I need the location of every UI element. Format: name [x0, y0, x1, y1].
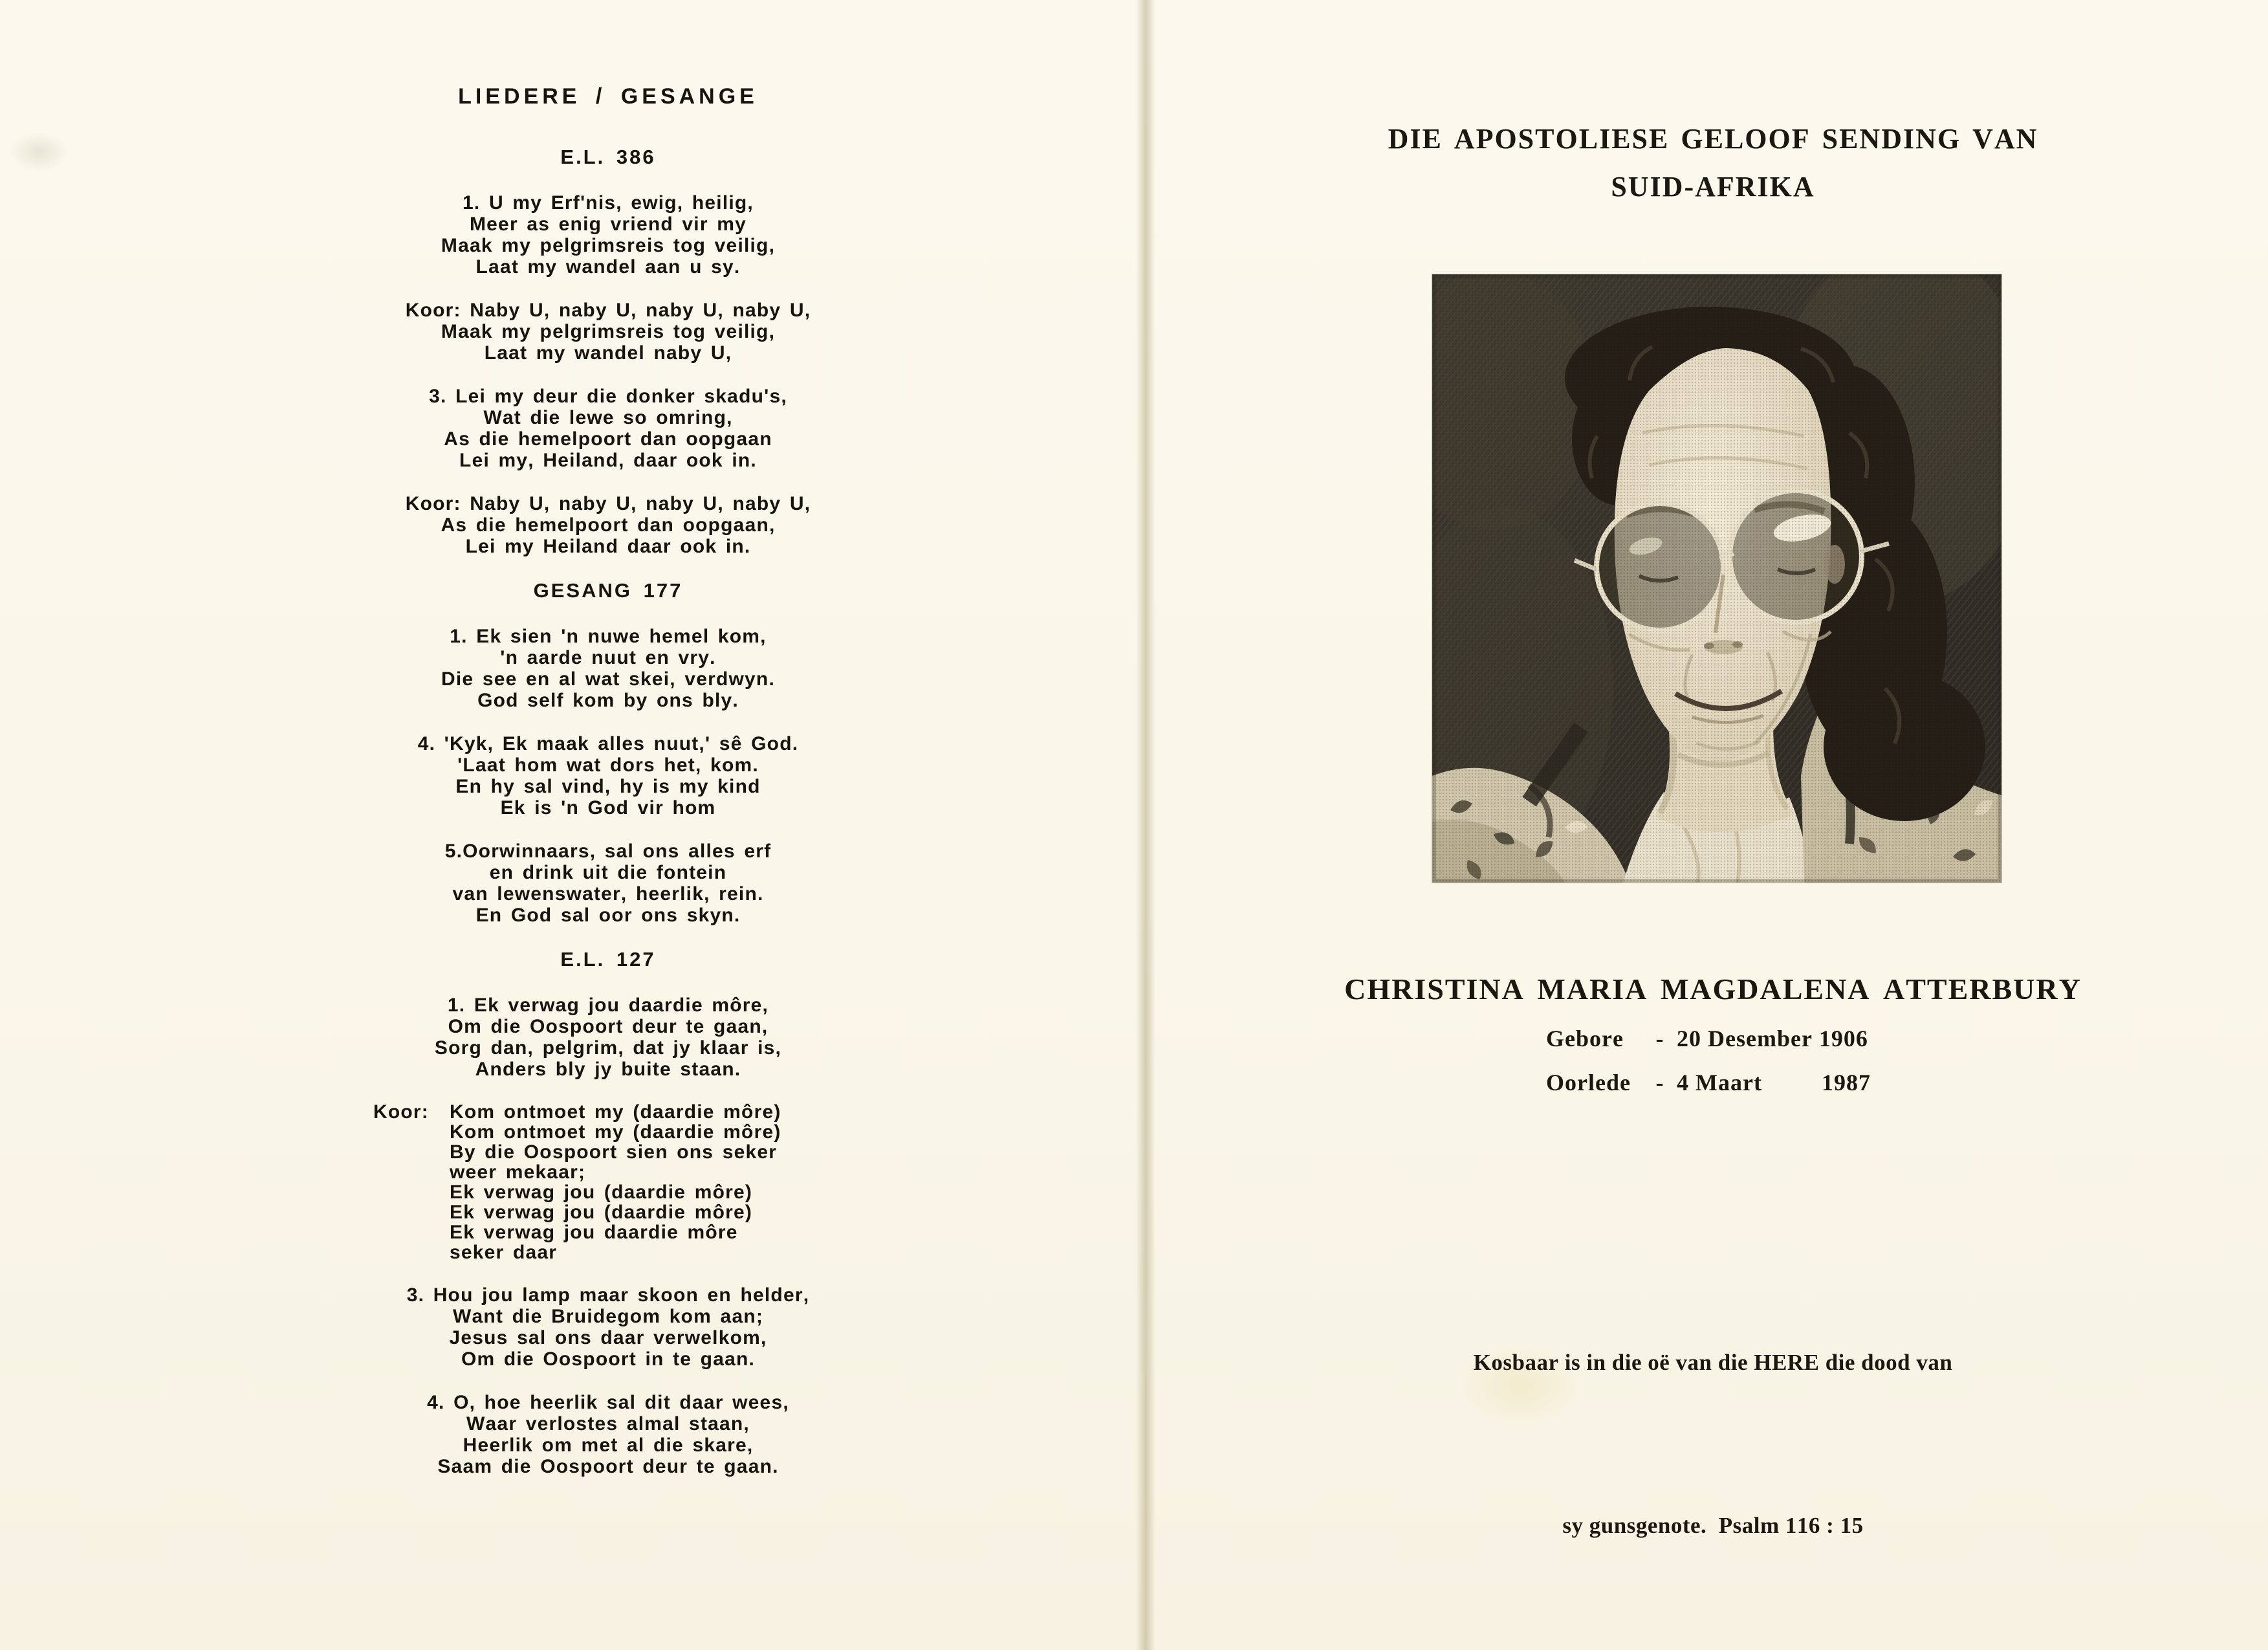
death-dash: - [1655, 1070, 1664, 1095]
death-label: Oorlede [1546, 1070, 1631, 1095]
hymn-line: Ek verwag jou (daardie môre) [450, 1182, 753, 1203]
hymn-line: en drink uit die fontein [489, 862, 727, 883]
death-date-row [1546, 1069, 1871, 1096]
hymn-number-title: E.L. 386 [560, 146, 656, 168]
hymn-line: Koor: Naby U, naby U, naby U, naby U, [405, 493, 811, 514]
hymn-line: Saam die Oospoort deur te gaan. [437, 1456, 779, 1477]
hymn-section [359, 948, 857, 1477]
hymn-line: 1. Ek verwag jou daardie môre, [447, 995, 769, 1016]
hymn-line: By die Oospoort sien ons seker [450, 1141, 778, 1163]
death-year: 1987 [1821, 1070, 1871, 1095]
verse-block [359, 733, 857, 819]
hymn-line: En hy sal vind, hy is my kind [455, 776, 761, 797]
left-page [359, 84, 857, 1499]
hymn-line: Kom ontmoet my (daardie môre) [450, 1101, 781, 1123]
hymn-line: Jesus sal ons daar verwelkom, [449, 1327, 767, 1348]
hymn-section [359, 579, 857, 926]
hymn-line: Laat my wandel aan u sy. [475, 256, 741, 278]
portrait-photo-illustration [1432, 274, 2001, 883]
hymn-line: 4. O, hoe heerlik sal dit daar wees, [427, 1392, 789, 1413]
hymn-line: Want die Bruidegom kom aan; [452, 1306, 764, 1327]
death-value: 4 Maart [1677, 1070, 1762, 1095]
church-title [1158, 115, 2268, 211]
portrait-photo [1432, 274, 2001, 883]
birth-label: Gebore [1546, 1026, 1624, 1051]
deceased-name: CHRISTINA MARIA MAGDALENA ATTERBURY [1344, 973, 2082, 1006]
birth-date-row [1546, 1025, 1871, 1052]
hymn-line: Waar verlostes almal staan, [466, 1413, 750, 1435]
hymn-sections [359, 146, 857, 1477]
center-fold [1136, 0, 1155, 1650]
hymn-line: van lewenswater, heerlik, rein. [452, 883, 764, 905]
hymn-line: Om die Oospoort in te gaan. [461, 1348, 756, 1370]
chorus-block [359, 1102, 857, 1262]
hymn-line: Heerlik om met al die skare, [463, 1435, 754, 1456]
hymn-line: Lei my Heiland daar ook in. [465, 536, 751, 557]
hymn-line: Kom ontmoet my (daardie môre) [450, 1121, 781, 1143]
hymn-line: Sorg dan, pelgrim, dat jy klaar is, [434, 1037, 782, 1059]
hymn-line: Maak my pelgrimsreis tog veilig, [441, 321, 776, 342]
chorus-label: Koor: [373, 1101, 429, 1123]
hymn-section [359, 146, 857, 557]
hymn-line: Maak my pelgrimsreis tog veilig, [441, 235, 776, 256]
hymn-line: 3. Hou jou lamp maar skoon en helder, [406, 1284, 810, 1306]
right-page [1158, 0, 2268, 1650]
hymn-line: Die see en al wat skei, verdwyn. [441, 668, 775, 690]
verse-block [359, 995, 857, 1080]
chorus-lines [450, 1102, 781, 1262]
church-title-line2: SUID-AFRIKA [1611, 171, 1815, 203]
hymn-line: Anders bly jy buite staan. [475, 1059, 741, 1080]
hymn-line: Ek verwag jou (daardie môre) [450, 1202, 753, 1223]
hymn-line: Om die Oospoort deur te gaan, [448, 1016, 769, 1037]
hymn-line: 1. U my Erf'nis, ewig, heilig, [463, 192, 754, 214]
verse-block [359, 192, 857, 278]
scripture-line1: Kosbaar is in die oë van die HERE die dood van [1473, 1350, 1953, 1375]
hymn-line: seker daar [450, 1242, 558, 1263]
verse-block [359, 1284, 857, 1370]
page-title: LIEDERE / GESANGE [458, 84, 758, 109]
hymn-line: 5.Oorwinnaars, sal ons alles erf [444, 841, 772, 862]
hymn-line: As die hemelpoort dan oopgaan, [441, 514, 776, 536]
chorus-block [359, 493, 857, 557]
hymn-line: 1. Ek sien 'n nuwe hemel kom, [450, 626, 767, 647]
birth-value: 20 Desember 1906 [1677, 1026, 1868, 1051]
hymn-line: En God sal oor ons skyn. [475, 905, 741, 926]
hymn-line: 3. Lei my deur die donker skadu's, [429, 386, 787, 407]
hymn-line: Ek verwag jou daardie môre [450, 1222, 738, 1243]
hymn-line: 4. 'Kyk, Ek maak alles nuut,' sê God. [417, 733, 799, 754]
verse-block [359, 626, 857, 711]
hymn-line: Lei my, Heiland, daar ook in. [459, 450, 757, 471]
hymn-line: Laat my wandel naby U, [484, 342, 732, 364]
birth-dash: - [1655, 1026, 1664, 1051]
scripture-line2: sy gunsgenote. Psalm 116 : 15 [1562, 1513, 1864, 1538]
verse-block [359, 386, 857, 471]
hymn-number-title: E.L. 127 [560, 948, 656, 971]
hymn-number-title: GESANG 177 [533, 579, 683, 602]
scripture-quote [1158, 1227, 2268, 1650]
hymn-line: weer mekaar; [450, 1161, 586, 1183]
verse-block [359, 1392, 857, 1477]
hymn-line: God self kom by ons bly. [477, 690, 739, 711]
chorus-block [359, 300, 857, 364]
hymn-line: 'Laat hom wat dors het, kom. [457, 754, 759, 776]
hymn-line: Ek is 'n God vir hom [500, 797, 716, 819]
hymn-line: Wat die lewe so omring, [483, 407, 733, 428]
church-title-line1: DIE APOSTOLIESE GELOOF SENDING VAN [1388, 123, 2038, 155]
dates-block [1546, 1025, 1871, 1113]
hymn-line: Koor: Naby U, naby U, naby U, naby U, [405, 300, 811, 321]
hymn-line: As die hemelpoort dan oopgaan [444, 428, 772, 450]
hymn-line: Meer as enig vriend vir my [469, 214, 747, 235]
verse-block [359, 841, 857, 926]
hymn-line: 'n aarde nuut en vry. [500, 647, 716, 668]
